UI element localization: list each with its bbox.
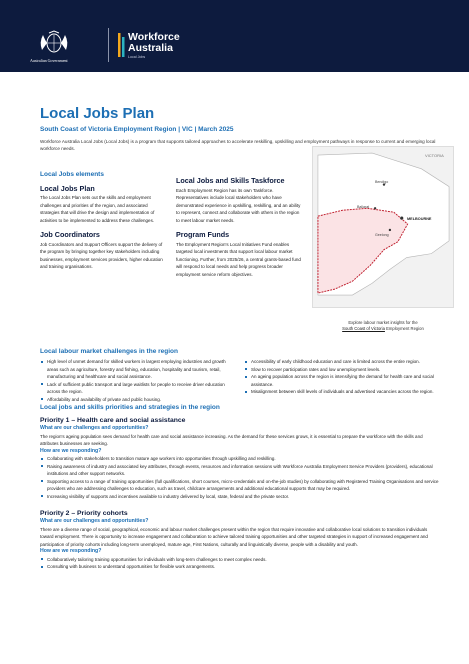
page-title: Local Jobs Plan [40, 105, 155, 122]
job-coordinators-text: Job Coordinators and Support Officers support the delivery of the program by bringing together key stakeholders including businesses, employment services providers, higher education and training organisations. [40, 241, 163, 269]
challenges-heading: Local labour market challenges in the region [40, 348, 178, 355]
list-item: Consulting with business to understand opportunities for flexible work arrangements. [40, 563, 440, 571]
priority1-list [40, 455, 440, 500]
priority1-text: The region's ageing population sees demand for health care and social assistance increasing. As the demand for these services grows, it is essential to prepare the workforce with the skills and attributes businesses are seeking. [40, 433, 423, 446]
victoria-map-graphic [313, 147, 453, 307]
region-insights-link[interactable]: South Coast of Victoria [342, 326, 385, 331]
list-item: An ageing population across the region is intensifying the demand for health care and social assistance. [244, 373, 440, 388]
map-caption [312, 320, 454, 332]
brand-line2: Australia [128, 42, 173, 54]
page-subtitle: South Coast of Victoria Employment Region | VIC | March 2025 [40, 126, 234, 133]
local-jobs-plan-text: The Local Jobs Plan sets out the skills and employment challenges and priorities of the region, and associated strategies that will drive the design and implementation of activities to be implemented to address these challenges. [40, 195, 155, 223]
list-item: Affordability and availability of private and public housing. [40, 396, 236, 404]
melbourne-marker [400, 217, 403, 220]
taskforce-text: Each Employment Region has its own Taskforce. Representatives include local stakeholders who have demonstrated experience in upskilling, reskilling, and an ability to represent, connect and collaborate with others in the region to meet labour market needs. [176, 187, 301, 223]
region-map [312, 146, 454, 308]
list-item: Collaborating with stakeholders to transition mature age workers into opportunities through upskilling and reskilling. [40, 455, 440, 463]
list-item: Slow to recover participation rates and low unemployment levels. [244, 366, 440, 374]
workforce-australia-logo-icon [116, 31, 128, 59]
map-city-geelong: Geelong [375, 233, 389, 237]
list-item: High level of unmet demand for skilled workers in largest employing industries and growth areas such as agriculture, forestry and fishing, education, hospitality and tourism, retail, manufacturing and healthcare and social assistance. [40, 358, 236, 381]
priority1-heading: Priority 1 – Health care and social assistance [40, 417, 186, 424]
priority2-question-responding: How are we responding? [40, 548, 102, 554]
intro-text: Workforce Australia Local Jobs (Local Jobs) is a program that supports tailored approaches to accelerate reskilling, upskilling and employment pathways in response to current and emerging local workforce needs. [40, 139, 436, 151]
geelong-marker [389, 229, 391, 231]
local-jobs-plan-heading: Local Jobs Plan [40, 183, 95, 193]
priority2-text: There are a diverse range of social, geographical, economic and labour market challenges present within the region that require innovative and collaborative local solutions to transition individuals toward employment. There is opportunity to increase engagement and collaboration to achieve tailored training opportunities and other targeted strategies in support of increased engagement and participation of priority cohorts including long-term unemployed, mature age, First Nations, culturally and linguistically diverse, people with a disability and youth. [40, 526, 428, 547]
header-banner [0, 0, 469, 72]
map-city-ballarat: Ballarat [357, 205, 370, 209]
header-divider [108, 28, 109, 62]
list-item: Supporting access to a range of training opportunities (full qualifications, short courses, micro-credentials and on-the-job studies) by collaborating with Registered Training Organisations and service providers who are addressing challenges to education, such as travel, childcare arrangements and additional educational supports that may be required. [40, 478, 440, 493]
priority1-question-responding: How are we responding? [40, 447, 102, 454]
priority2-heading: Priority 2 – Priority cohorts [40, 510, 128, 517]
challenges-list-left [40, 358, 236, 403]
job-coordinators-heading: Job Coordinators [40, 230, 100, 239]
program-funds-heading: Program Funds [176, 230, 230, 239]
elements-heading: Local Jobs elements [40, 171, 104, 178]
brand-sub: Local Jobs [128, 55, 146, 59]
coat-of-arms-icon [34, 30, 74, 56]
priorities-heading: Local jobs and skills priorities and strategies in the region [40, 404, 220, 411]
challenges-list-right [244, 358, 440, 396]
list-item: Misalignment between skill levels of individuals and advertised vacancies across the region. [244, 388, 440, 396]
challenges-section [40, 348, 440, 355]
priorities-section [40, 404, 440, 571]
map-city-melbourne: MELBOURNE [407, 217, 432, 221]
taskforce-heading: Local Jobs and Skills Taskforce [176, 176, 285, 185]
list-item: Collaboratively tailoring training opportunities for individuals with long-term challenges to meet complex needs. [40, 556, 440, 564]
priority2-list [40, 556, 440, 571]
brand-line1: Workforce [128, 31, 180, 43]
ballarat-marker [374, 207, 376, 209]
gov-label: Australian Government [30, 58, 68, 63]
map-city-bendigo: Bendigo [375, 180, 389, 184]
program-funds-text: The Employment Region's Local Initiatives Fund enables targeted local investments that support local labour market functioning. Further, from 2025/26, a central grants-based fund will respond to local needs and help progress broader employment service reform objectives. [176, 241, 301, 277]
map-state-label: VICTORIA [425, 153, 444, 158]
list-item: Lack of sufficient public transport and large waitlists for people to receive driver education across the region. [40, 381, 236, 396]
map-caption-suffix: Employment Region [386, 326, 424, 331]
elements-middle-column [176, 177, 304, 278]
map-caption-prefix: Explore labour market insights for the [348, 320, 418, 325]
list-item: Raising awareness of industry and associated key attributes, through events, resources and information sessions with Workforce Australia Employment Service Providers (providers), educational institutions and other support networks. [40, 463, 440, 478]
elements-left-column [40, 171, 168, 271]
priority2-question-challenges: What are our challenges and opportunities? [40, 518, 149, 524]
list-item: Accessibility of early childhood education and care is limited across the entire region. [244, 358, 440, 366]
list-item: Increasing visibility of supports and incentives available to industry delivered by local, state, federal and the private sector. [40, 493, 440, 501]
priority1-question-challenges: What are our challenges and opportunities? [40, 425, 149, 431]
